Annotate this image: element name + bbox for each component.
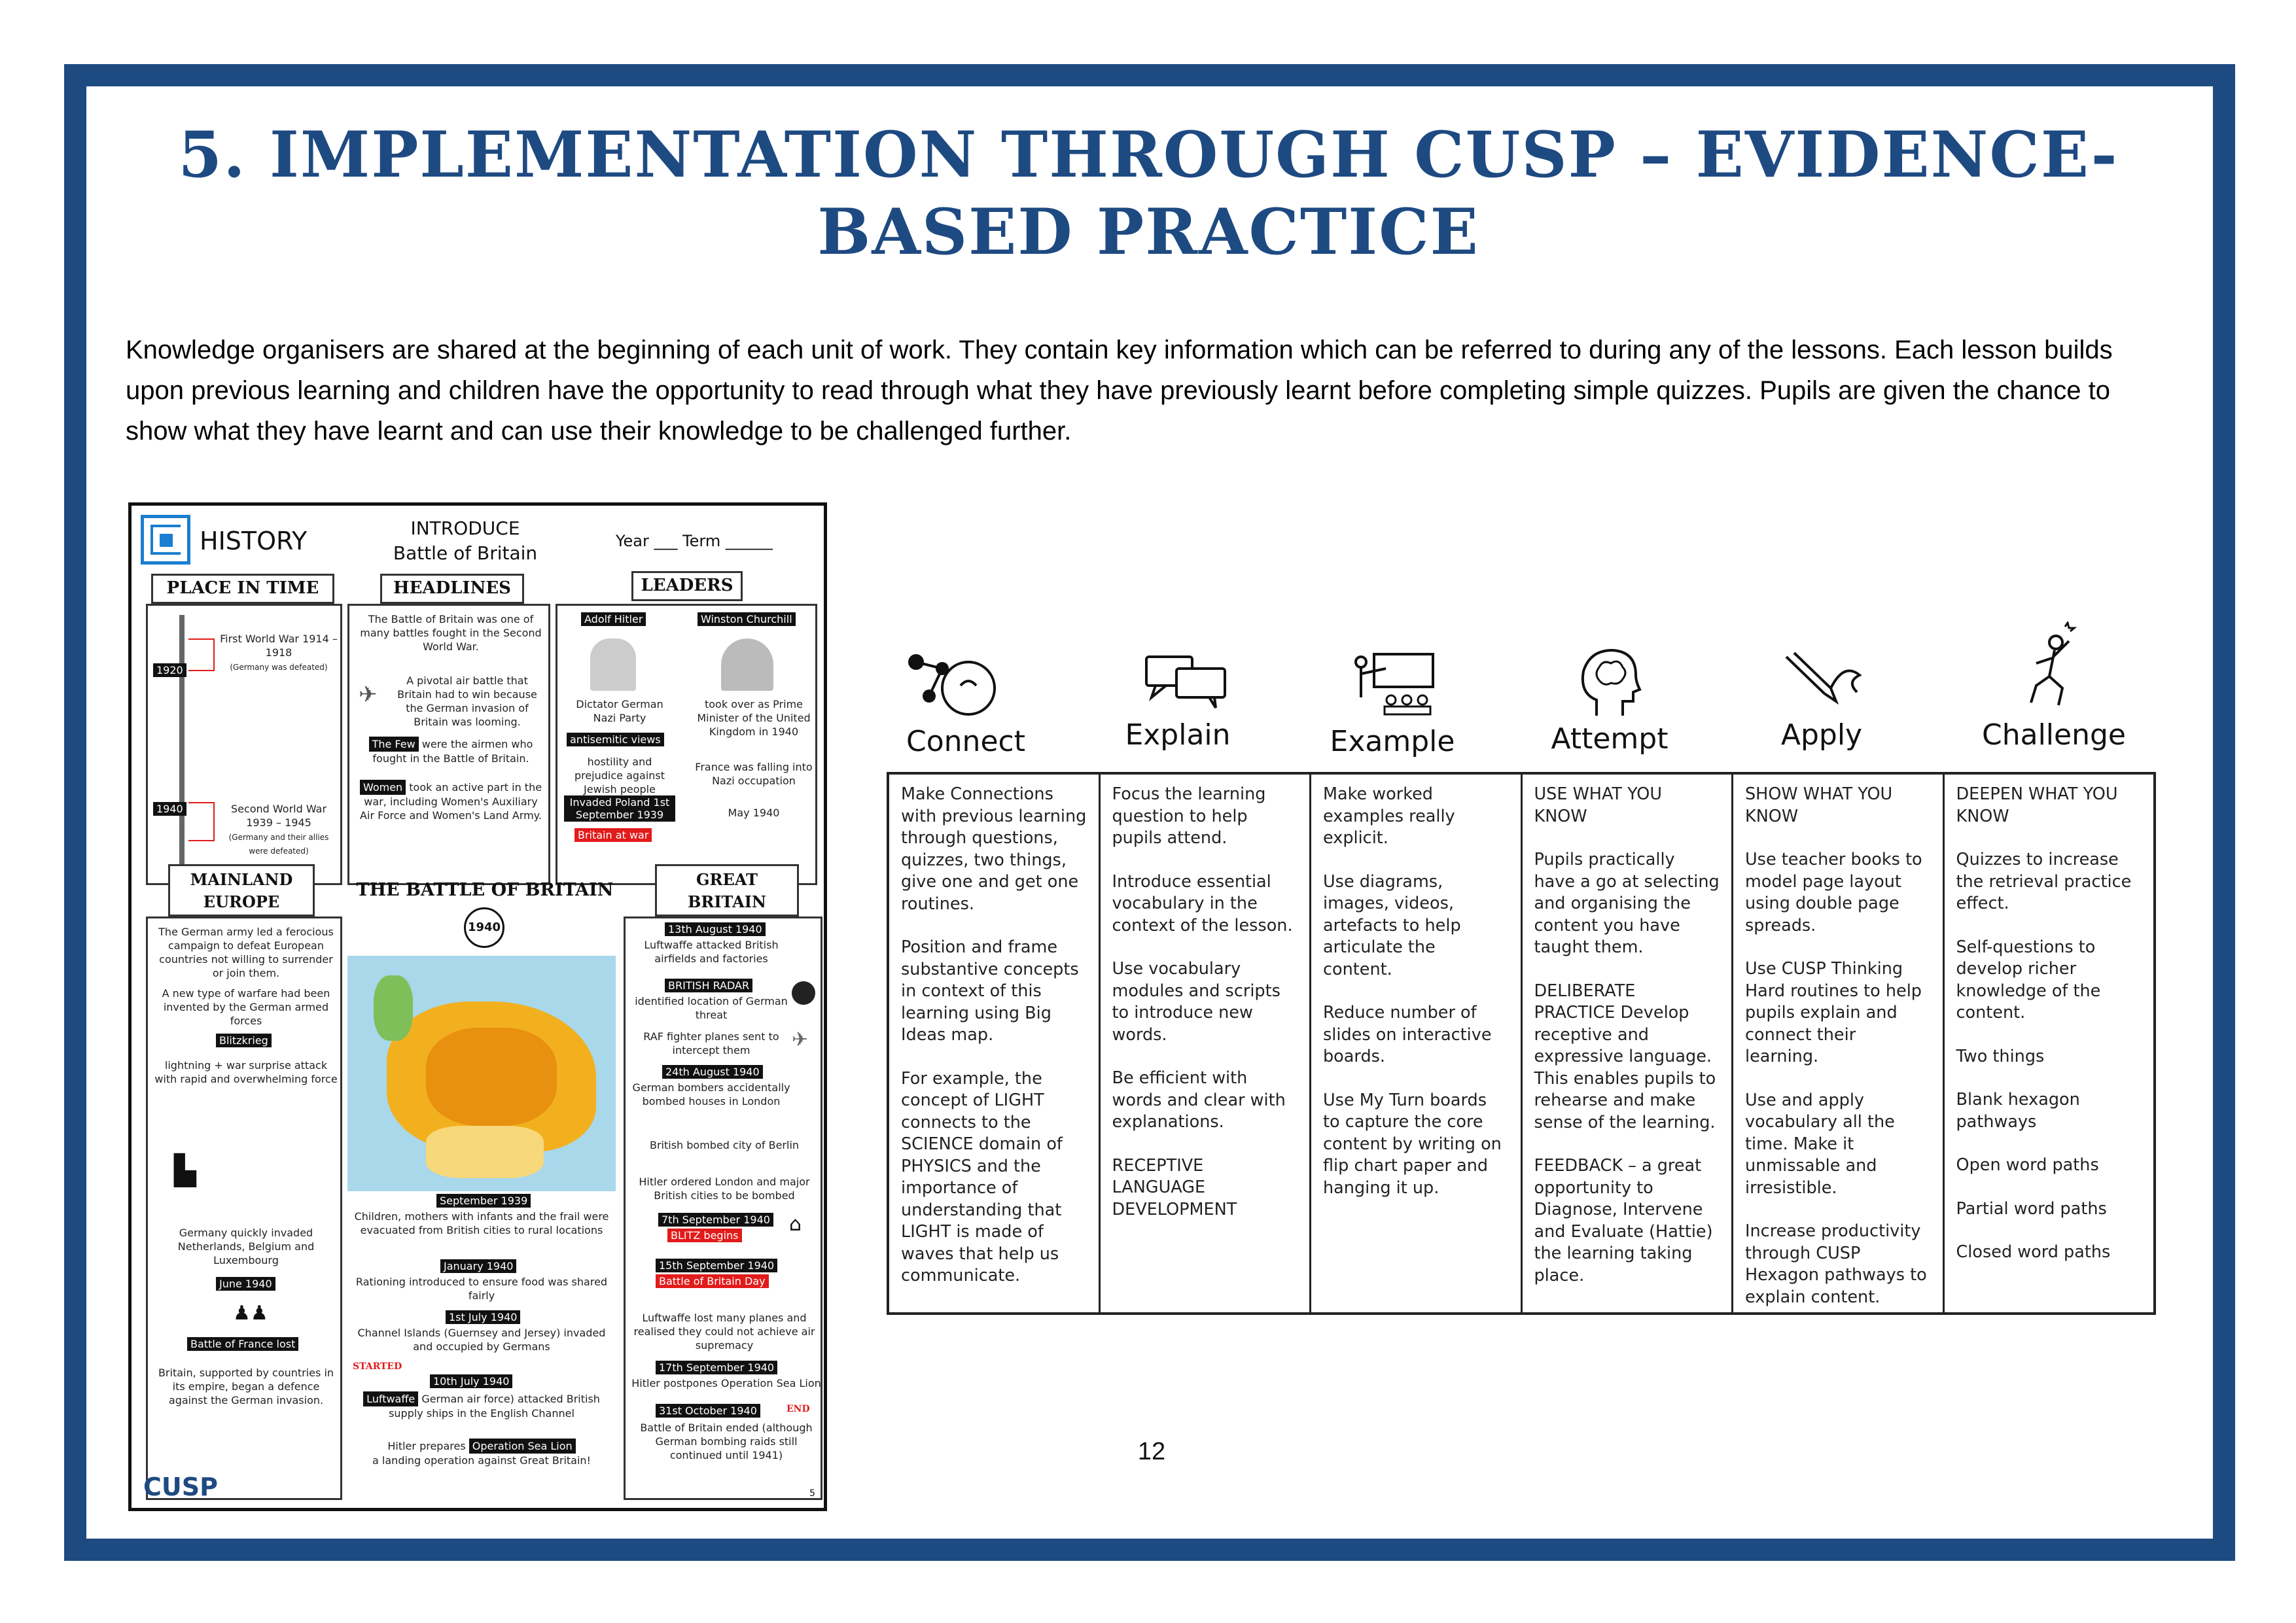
sep15-tag: 15th September 1940 — [656, 1259, 777, 1272]
column-connect — [889, 775, 1099, 1312]
step-label-attempt: Attempt — [1551, 722, 1669, 756]
blitzkrieg-tag: Blitzkrieg — [216, 1034, 272, 1047]
jan40-tag: January 1940 — [440, 1259, 516, 1273]
presenter-icon — [1352, 652, 1437, 720]
started-label: STARTED — [353, 1361, 402, 1372]
hitler-role: Dictator German Nazi Party — [576, 698, 663, 724]
table-paragraph: Partial word paths — [1956, 1198, 2107, 1219]
ko-place-in-time-box — [146, 604, 342, 885]
table-paragraph: Make worked examples really explicit. — [1323, 784, 1455, 848]
year-1940-tag: 1940 — [153, 802, 186, 816]
explosion-icon: ▙ — [174, 1154, 196, 1187]
table-paragraph: Introduce essential vocabulary in the context of the lesson. — [1112, 871, 1293, 935]
radar-icon — [792, 981, 815, 1005]
sep7-tag: 7th September 1940 — [658, 1213, 773, 1227]
luftwaffe-lost-text: Luftwaffe lost many planes and realised they could not achieve air supremacy — [633, 1312, 815, 1352]
france-lost-tag: Battle of France lost — [187, 1337, 298, 1351]
europe-text-4: Britain, supported by countries in its empire, began a defence against the German invasion. — [158, 1367, 334, 1406]
table-paragraph: Use and apply vocabulary all the time. Make it unmissable and irresistible. — [1745, 1090, 1895, 1198]
ko-great-britain-header: GREAT BRITAIN — [655, 864, 799, 916]
table-paragraph: Use My Turn boards to capture the core content by writing on flip chart paper and hanging it up. — [1323, 1090, 1502, 1198]
cusp-steps-table — [887, 772, 2156, 1315]
ko-subject: HISTORY — [200, 527, 308, 555]
aug13-text: Luftwaffe attacked British airfields and factories — [644, 939, 779, 965]
sea-lion-tag: Operation Sea Lion — [469, 1439, 576, 1454]
ww1-text: First World War 1914 – 1918 — [220, 633, 338, 659]
berlin-text: British bombed city of Berlin — [649, 1139, 800, 1151]
luftwaffe-tag: Luftwaffe — [363, 1391, 418, 1406]
ww2-text: Second World War 1939 – 1945 — [230, 803, 327, 829]
sea-lion-line — [347, 1439, 616, 1467]
table-paragraph: Use vocabulary modules and scripts to introduce new words. — [1112, 959, 1280, 1045]
aug13-tag: 13th August 1940 — [665, 922, 766, 936]
sea-lion-pre: Hitler prepares — [387, 1440, 466, 1452]
france-text: France was falling into Nazi occupation — [695, 761, 813, 787]
climber-icon — [2024, 621, 2077, 716]
bob-day-tag: Battle of Britain Day — [656, 1274, 769, 1288]
ko-year-term: Year ___ Term ______ — [616, 532, 773, 550]
table-paragraph: RECEPTIVE LANGUAGE DEVELOPMENT — [1112, 1155, 1237, 1219]
ko-unit-line1: INTRODUCE — [410, 517, 520, 539]
column-apply — [1731, 775, 1943, 1312]
ko-mainland-europe-box — [146, 916, 342, 1500]
sep17-tag: 17th September 1940 — [656, 1361, 777, 1374]
ww2-note: (Germany and their allies were defeated) — [228, 833, 329, 856]
table-paragraph: FEEDBACK – a great opportunity to Diagnose, Intervene and Evaluate (Hattie) the learning taking place. — [1534, 1156, 1713, 1285]
table-paragraph: Open word paths — [1956, 1155, 2099, 1175]
pen-icon — [1781, 652, 1866, 714]
table-paragraph: Blank hexagon pathways — [1956, 1090, 2080, 1132]
step-label-example: Example — [1330, 725, 1455, 758]
table-paragraph: Use diagrams, images, videos, artefacts to help articulate the content. — [1323, 871, 1461, 979]
aug24-text: German bombers accidentally bombed houses in London — [632, 1081, 790, 1108]
table-paragraph: Reduce number of slides on interactive boards. — [1323, 1003, 1492, 1066]
cusp-logo: CUSP — [143, 1473, 218, 1501]
table-paragraph: USE WHAT YOU KNOW — [1534, 784, 1663, 826]
churchill-portrait — [721, 638, 773, 691]
ko-leaders-box — [556, 604, 817, 885]
table-paragraph: Self-questions to develop richer knowledge of the content. — [1956, 937, 2101, 1022]
column-attempt — [1521, 775, 1732, 1312]
churchill-tag: Winston Churchill — [698, 612, 796, 626]
ko-headlines-box — [347, 604, 550, 885]
intro-paragraph: Knowledge organisers are shared at the beginning of each unit of work. They contain key information which can be referred to during any of the lessons. Each lesson builds upon previous learning and children have the opportunity to read through what they have previously learnt before completing simple quizzes. Pupils are given the chance to show what they have learnt and can use their knowledge to be challenged further. — [126, 336, 2113, 445]
the-few-text: were the airmen who fought in the Battle of Britain. — [372, 738, 533, 765]
ko-leaders-header: LEADERS — [631, 571, 743, 601]
table-paragraph: For example, the concept of LIGHT connects to the SCIENCE domain of PHYSICS and the importance of understanding that LIGHT is made of waves that help us communicate. — [901, 1068, 1063, 1285]
antisemitic-tag: antisemitic views — [567, 733, 664, 746]
blitzkrieg-text: lightning + war surprise attack with rapid and overwhelming force — [154, 1059, 338, 1085]
headline-1: The Battle of Britain was one of many battles fought in the Second World War. — [360, 613, 542, 653]
women-text: took an active part in the war, including Women's Auxiliary Air Force and Women's Land Army. — [360, 781, 542, 822]
women-tag: Women — [360, 780, 406, 795]
oct31-tag: 31st October 1940 — [656, 1404, 760, 1418]
jul1-text: Channel Islands (Guernsey and Jersey) invaded and occupied by Germans — [357, 1327, 606, 1353]
sep39-text: Children, mothers with infants and the frail were evacuated from British cities to rural locations — [354, 1210, 609, 1236]
jul10-line — [347, 1391, 616, 1420]
europe-text-1: The German army led a ferocious campaign to defeat European countries not willing to surrender or join them. — [158, 926, 334, 979]
step-label-challenge: Challenge — [1982, 718, 2126, 752]
churchill-text: took over as Prime Minister of the United Kingdom in 1940 — [697, 698, 811, 738]
table-paragraph: Quizzes to increase the retrieval practice effect. — [1956, 850, 2132, 913]
burning-house-icon: ⌂ — [789, 1213, 802, 1236]
the-few-tag: The Few — [369, 737, 419, 752]
battle-title: THE BATTLE OF BRITAIN — [356, 880, 614, 900]
radar-text: identified location of German threat — [635, 995, 788, 1021]
year-circle: 1940 — [464, 907, 504, 948]
ko-mainland-europe-header: MAINLAND EUROPE — [168, 864, 315, 916]
page-title: 5. IMPLEMENTATION THROUGH CUSP – EVIDENCE-BASED PRACTICE — [178, 118, 2119, 269]
table-paragraph: Increase productivity through CUSP Hexagon pathways to explain content. — [1745, 1221, 1927, 1307]
speech-bubbles-icon — [1144, 653, 1229, 715]
knowledge-organiser — [128, 502, 827, 1511]
soldiers-icon: ♟♟ — [233, 1302, 268, 1325]
june-1940-tag: June 1940 — [216, 1277, 275, 1291]
jul1-tag: 1st July 1940 — [446, 1310, 520, 1324]
blitz-tag: BLITZ begins — [667, 1229, 742, 1242]
radar-tag: BRITISH RADAR — [665, 979, 752, 992]
plane-icon: ✈ — [359, 682, 378, 708]
table-paragraph: Focus the learning question to help pupils attend. — [1112, 784, 1266, 848]
sea-lion-text: a landing operation against Great Britain! — [372, 1454, 591, 1467]
jul10-text: German air force) attacked British supply ships in the English Channel — [389, 1393, 600, 1420]
may-1940: May 1940 — [728, 807, 780, 819]
antisemitic-text: hostility and prejudice against Jewish people — [574, 756, 665, 795]
end-label: END — [786, 1404, 810, 1414]
step-label-connect: Connect — [906, 725, 1025, 758]
table-paragraph: Make Connections with previous learning through questions, quizzes, two things, give one and get one routines. — [901, 784, 1087, 914]
table-paragraph: Use CUSP Thinking Hard routines to help pupils explain and connect their learning. — [1745, 959, 1922, 1066]
column-challenge — [1943, 775, 2154, 1312]
hitler-portrait — [590, 638, 636, 691]
ko-unit-line2: Battle of Britain — [393, 542, 538, 564]
oct31-text: Battle of Britain ended (although German bombing raids still continued until 1941) — [640, 1422, 813, 1461]
aug24-tag: 24th August 1940 — [662, 1065, 763, 1079]
table-paragraph: Position and frame substantive concepts in context of this learning using Big Ideas map. — [901, 937, 1079, 1045]
page-number: 12 — [1137, 1438, 1166, 1465]
table-paragraph: Two things — [1956, 1046, 2045, 1066]
column-explain — [1099, 775, 1310, 1312]
sep39-tag: September 1939 — [436, 1194, 531, 1208]
hitler-order-text: Hitler ordered London and major British cities to be bombed — [639, 1176, 810, 1202]
cusp-maze-icon — [141, 515, 190, 565]
table-paragraph: DELIBERATE PRACTICE Develop receptive and expressive language. This enables pupils to rehearse and make sense of the learning. — [1534, 981, 1716, 1132]
column-example — [1309, 775, 1521, 1312]
connect-icon — [903, 649, 1001, 724]
europe-text-3: Germany quickly invaded Netherlands, Belgium and Luxembourg — [177, 1227, 315, 1266]
ww1-note: (Germany was defeated) — [230, 663, 328, 672]
jan40-text: Rationing introduced to ensure food was shared fairly — [355, 1276, 608, 1302]
table-paragraph: SHOW WHAT YOU KNOW — [1745, 784, 1893, 826]
table-paragraph: DEEPEN WHAT YOU KNOW — [1956, 784, 2118, 826]
step-label-apply: Apply — [1780, 718, 1863, 752]
table-paragraph: Use teacher books to model page layout using double page spreads. — [1745, 850, 1922, 935]
brain-head-icon — [1577, 648, 1642, 723]
table-paragraph: Closed word paths — [1956, 1242, 2111, 1262]
table-paragraph: Be efficient with words and clear with explanations. — [1112, 1068, 1286, 1132]
jul10-tag: 10th July 1940 — [430, 1374, 512, 1388]
sep17-text: Hitler postpones Operation Sea Lion — [631, 1377, 821, 1389]
ko-place-in-time-header: PLACE IN TIME — [151, 574, 334, 604]
step-label-explain: Explain — [1125, 718, 1231, 752]
ko-page-number: 5 — [809, 1488, 815, 1499]
europe-map — [347, 956, 616, 1191]
europe-text-2: A new type of warfare had been invented by the German armed forces — [162, 987, 330, 1027]
year-1920-tag: 1920 — [153, 663, 186, 677]
poland-tag: Invaded Poland 1st September 1939 — [564, 795, 675, 822]
raf-text: RAF fighter planes sent to intercept them — [643, 1030, 779, 1056]
britain-war-tag: Britain at war — [574, 828, 652, 842]
table-paragraph: Pupils practically have a go at selecting and organising the content you have taught them. — [1534, 850, 1720, 957]
fighter-plane-icon: ✈ — [792, 1028, 809, 1051]
hitler-tag: Adolf Hitler — [581, 612, 646, 626]
ko-great-britain-box — [624, 916, 822, 1500]
ko-headlines-header: HEADLINES — [380, 574, 524, 604]
headline-2: A pivotal air battle that Britain had to win because the German invasion of Britain was looming. — [397, 674, 537, 728]
